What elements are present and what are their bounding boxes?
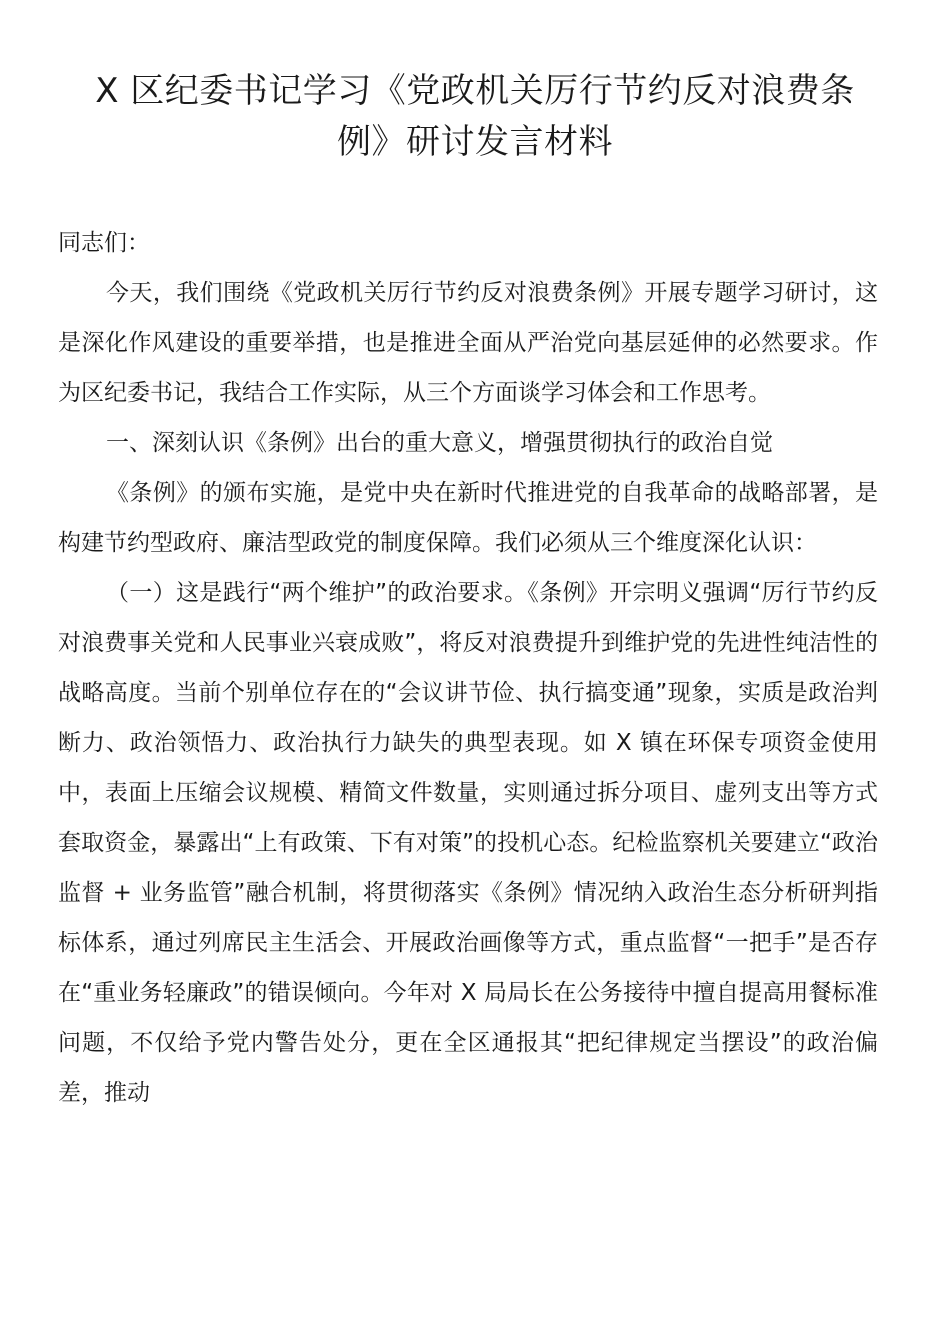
section-heading-1: 一、深刻认识《条例》出台的重大意义，增强贯彻执行的政治自觉 <box>106 430 773 456</box>
document-title: X 区纪委书记学习《党政机关厉行节约反对浪费条例》研讨发言材料 <box>95 71 855 162</box>
paragraph-intro: 今天，我们围绕《党政机关厉行节约反对浪费条例》开展专题学习研讨，这是深化作风建设的重要举措，也是推进全面从严治党向基层延伸的必然要求。作为区纪委书记，我结合工作实际，从三个方面谈学习体会和工作思考。 <box>58 280 878 406</box>
paragraph-section-1: 《条例》的颁布实施，是党中央在新时代推进党的自我革命的战略部署，是构建节约型政府、廉洁型政党的制度保障。我们必须从三个维度深化认识： <box>58 480 878 556</box>
document-body <box>58 218 878 1118</box>
paragraph-subsection-1: （一）这是践行“两个维护”的政治要求。《条例》开宗明义强调“厉行节约反对浪费事关党和人民事业兴衰成败”，将反对浪费提升到维护党的先进性纯洁性的战略高度。当前个别单位存在的“会议讲节俭、执行搞变通”现象，实质是政治判断力、政治领悟力、政治执行力缺失的典型表现。如 X 镇在环保专项资金使用中，表面上压缩会议规模、精简文件数量，实则通过拆分项目、虚列支出等方式套取资金，暴露出“上有政策、下有对策”的投机心态。纪检监察机关要建立“政治监督 + 业务监管”融合机制，将贯彻落实《条例》情况纳入政治生态分析研判指标体系，通过列席民主生活会、开展政治画像等方式，重点监督“一把手”是否存在“重业务轻廉政”的错误倾向。今年对 X 局局长在公务接待中擅自提高用餐标准问题，不仅给予党内警告处分，更在全区通报其“把纪律规定当摆设”的政治偏差，推动 <box>58 580 878 1106</box>
salutation: 同志们： <box>58 230 150 256</box>
